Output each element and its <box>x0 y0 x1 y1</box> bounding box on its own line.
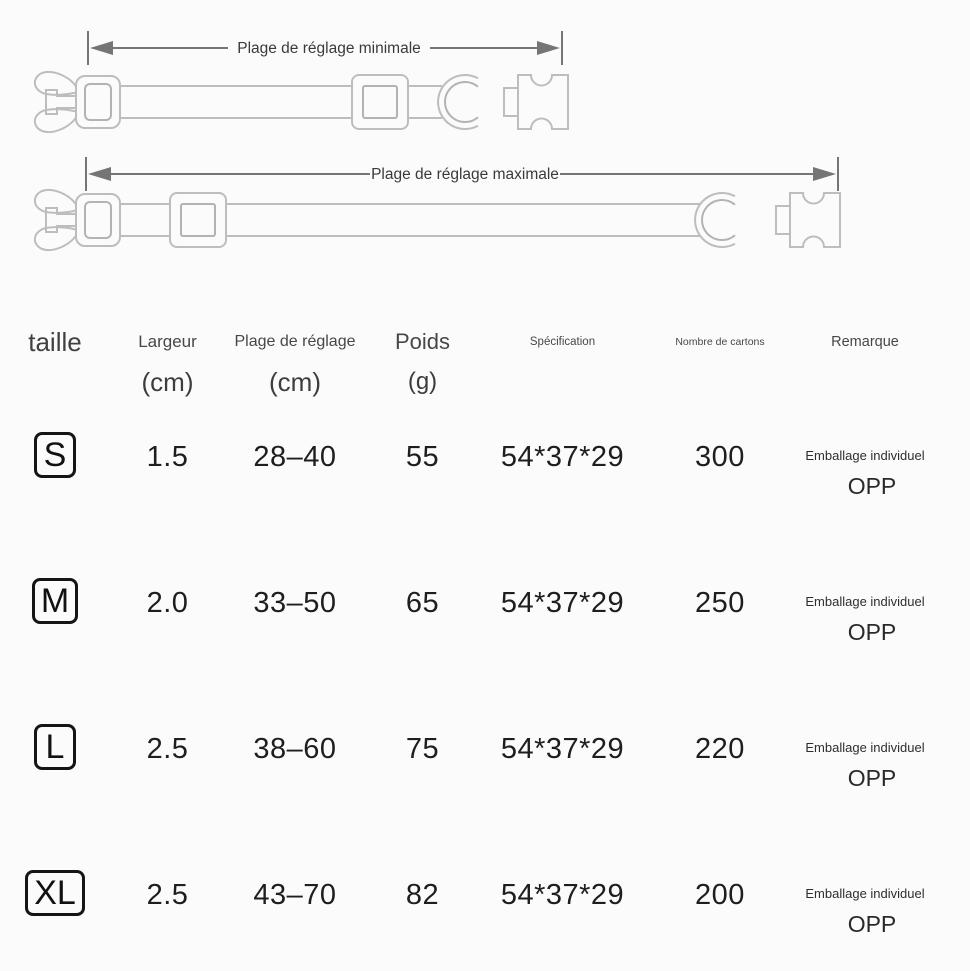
weight-value: 75 <box>405 733 440 765</box>
max-range-label: Plage de réglage maximale <box>371 166 559 183</box>
width-value: 2.5 <box>146 879 189 911</box>
cartons-value: 200 <box>695 879 745 911</box>
range-value: 33–50 <box>253 587 337 619</box>
strap-slider-icon <box>352 75 408 129</box>
width-value: 2.0 <box>146 587 189 619</box>
d-ring-icon <box>695 193 735 247</box>
cartons-value: 250 <box>695 587 745 619</box>
width-value: 2.5 <box>146 733 189 765</box>
header-taille: taille <box>28 326 82 357</box>
remark-cell <box>795 863 935 937</box>
remark-packaging: Emballage individuel <box>805 886 925 901</box>
collar-max <box>35 190 840 250</box>
table-header <box>0 322 970 425</box>
spec-value: 54*37*29 <box>500 441 625 473</box>
female-buckle-icon <box>776 193 840 247</box>
remark-cell <box>795 571 935 645</box>
table-row-m <box>0 571 970 717</box>
spec-value: 54*37*29 <box>500 733 625 765</box>
spec-value: 54*37*29 <box>500 879 625 911</box>
remark-packaging: Emballage individuel <box>805 448 925 463</box>
range-value: 38–60 <box>253 733 337 765</box>
female-buckle-icon <box>504 75 568 129</box>
right-arrowhead-icon <box>537 41 560 55</box>
weight-value: 82 <box>405 879 440 911</box>
cartons-value: 300 <box>695 441 745 473</box>
table-row-l <box>0 717 970 863</box>
collar-min <box>35 72 568 132</box>
remark-packaging: Emballage individuel <box>805 740 925 755</box>
weight-value: 55 <box>405 441 440 473</box>
left-arrowhead-icon <box>88 167 111 181</box>
cartons-value: 220 <box>695 733 745 765</box>
left-arrowhead-icon <box>90 41 113 55</box>
remark-packaging: Emballage individuel <box>805 594 925 609</box>
header-largeur: Largeur (cm) <box>138 332 197 397</box>
header-plage-reglage: Plage de réglage (cm) <box>234 333 356 397</box>
remark-cell <box>795 717 935 791</box>
male-buckle-icon <box>35 72 120 132</box>
range-value: 28–40 <box>253 441 337 473</box>
header-specification: Spécification <box>529 336 596 348</box>
right-arrowhead-icon <box>813 167 836 181</box>
min-adjustment-diagram <box>35 31 568 132</box>
remark-opp: OPP <box>847 473 897 499</box>
spec-value: 54*37*29 <box>500 587 625 619</box>
male-buckle-icon <box>35 190 120 250</box>
remark-cell <box>795 425 935 499</box>
header-nombre-cartons: Nombre de cartons <box>675 336 765 348</box>
d-ring-icon <box>438 75 478 129</box>
width-value: 1.5 <box>146 441 189 473</box>
remark-opp: OPP <box>847 619 897 645</box>
range-value: 43–70 <box>253 879 337 911</box>
collar-diagrams <box>0 0 970 312</box>
min-range-label: Plage de réglage minimale <box>237 40 421 57</box>
table-row-s <box>0 425 970 571</box>
table-row-xl <box>0 863 970 971</box>
max-adjustment-diagram <box>35 157 840 250</box>
spec-table <box>0 322 970 971</box>
size-badge: XL <box>25 870 85 916</box>
remark-opp: OPP <box>847 911 897 937</box>
header-remarque: Remarque <box>831 334 899 350</box>
header-poids: Poids (g) <box>394 329 451 395</box>
size-badge: M <box>32 578 78 624</box>
strap-slider-icon <box>170 193 226 247</box>
weight-value: 65 <box>405 587 440 619</box>
size-badge: S <box>34 432 76 478</box>
size-badge: L <box>34 724 76 770</box>
remark-opp: OPP <box>847 765 897 791</box>
